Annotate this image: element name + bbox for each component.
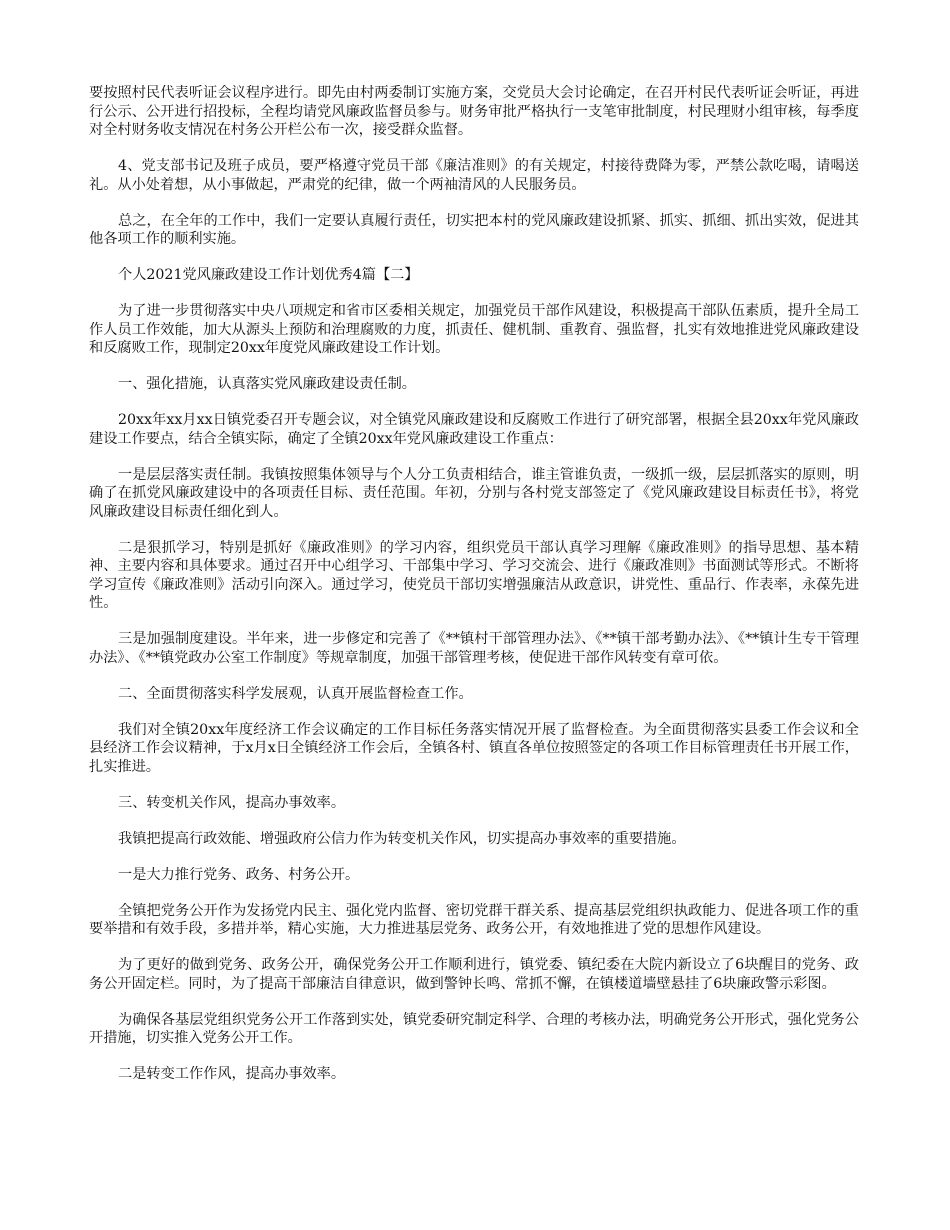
paragraph-17: 为了更好的做到党务、政务公开，确保党务公开工作顺利进行，镇党委、镇纪委在大院内新设立了6块醒目的党务、政务公开固定栏。同时，为了提高干部廉洁自律意识，做到警钟长鸣、常抓不懈，在镇楼道墙壁悬挂了6块廉政警示彩图。 bbox=[89, 957, 859, 992]
subheading-2: 二是转变工作作风，提高办事效率。 bbox=[118, 1066, 346, 1082]
paragraph-2: 4、党支部书记及班子成员，要严格遵守党员干部《廉洁准则》的有关规定，村接待费降为零，严禁公款吃喝，请喝送礼。从小处着想，从小事做起，严肃党的纪律，做一个两袖清风的人民服务员。 bbox=[89, 158, 859, 193]
paragraph-8: 一是层层落实责任制。我镇按照集体领导与个人分工负责相结合，谁主管谁负责，一级抓一级，层层抓落实的原则，明确了在抓党风廉政建设中的各项责任目标、责任范围。年初，分别与各村党支部签定了《党风廉政建设目标责任书》，将党风廉政建设目标责任细化到人。 bbox=[89, 466, 859, 520]
heading-2: 二、全面贯彻落实科学发展观，认真开展监督检查工作。 bbox=[118, 685, 473, 702]
paragraph-14: 我镇把提高行政效能、增强政府公信力作为转变机关作风，切实提高办事效率的重要措施。 bbox=[118, 830, 686, 847]
paragraph-12: 我们对全镇20xx年度经济工作会议确定的工作目标任务落实情况开展了监督检查。为全面贯彻落实县委工作会议和全县经济工作会议精神，于x月x日全镇经济工作会后，全镇各村、镇直各单位按照签定的各项工作目标管理责任书开展工作，扎实推进。 bbox=[89, 721, 859, 775]
paragraph-5: 为了进一步贯彻落实中央八项规定和省市区委相关规定，加强党员干部作风建设，积极提高干部队伍素质，提升全局工作人员工作效能，加大从源头上预防和治理腐败的力度，抓责任、健机制、重教育、强监督，扎实有效地推进党风廉政建设和反腐败工作，现制定20xx年度党风廉政建设工作计划。 bbox=[89, 303, 859, 356]
paragraph-10: 三是加强制度建设。半年来，进一步修定和完善了《**镇村干部管理办法》、《**镇干部考勤办法》、《**镇计生专干管理办法》、《**镇党政办公室工作制度》等规章制度，加强干部管理考核，使促进干部作风转变有章可依。 bbox=[89, 631, 859, 666]
paragraph-7: 20xx年xx月xx日镇党委召开专题会议，对全镇党风廉政建设和反腐败工作进行了研究部署，根据全县20xx年党风廉政建设工作要点，结合全镇实际，确定了全镇20xx年党风廉政建设工作重点： bbox=[89, 412, 859, 447]
section-title: 个人2021党风廉政建设工作计划优秀4篇【二】 bbox=[118, 267, 419, 283]
subheading-1: 一是大力推行党务、政务、村务公开。 bbox=[118, 866, 360, 883]
paragraph-3: 总之，在全年的工作中，我们一定要认真履行责任，切实把本村的党风廉政建设抓紧、抓实、抓细、抓出实效，促进其他各项工作的顺利实施。 bbox=[89, 212, 859, 247]
heading-1: 一、强化措施，认真落实党风廉政建设责任制。 bbox=[118, 376, 416, 392]
paragraph-9: 二是狠抓学习，特别是抓好《廉政准则》的学习内容，组织党员干部认真学习理解《廉政准则》的指导思想、基本精神、主要内容和具体要求。通过召开中心组学习、干部集中学习、学习交流会、进行《廉政准则》书面测试等形式。不断将学习宣传《廉政准则》活动引向深入。通过学习，使党员干部切实增强廉洁从政意识，讲党性、重品行、作表率，永葆先进性。 bbox=[89, 539, 859, 611]
document-page bbox=[89, 84, 859, 1101]
paragraph-18: 为确保各基层党组织党务公开工作落到实处，镇党委研究制定科学、合理的考核办法，明确党务公开形式，强化党务公开措施，切实推入党务公开工作。 bbox=[89, 1011, 859, 1046]
paragraph-16: 全镇把党务公开作为发扬党内民主、强化党内监督、密切党群干群关系、提高基层党组织执政能力、促进各项工作的重要举措和有效手段，多措并举，精心实施，大力推进基层党务、政务公开，有效地推进了党的思想作风建设。 bbox=[89, 902, 859, 937]
heading-3: 三、转变机关作风，提高办事效率。 bbox=[118, 794, 346, 811]
paragraph-1: 要按照村民代表听证会议程序进行。即先由村两委制订实施方案，交党员大会讨论确定，在召开村民代表听证会听证，再进行公示、公开进行招投标，全程均请党风廉政监督员参与。财务审批严格执行一支笔审批制度，村民理财小组审核，每季度对全村财务收支情况在村务公开栏公布一次，接受群众监督。 bbox=[89, 85, 859, 138]
